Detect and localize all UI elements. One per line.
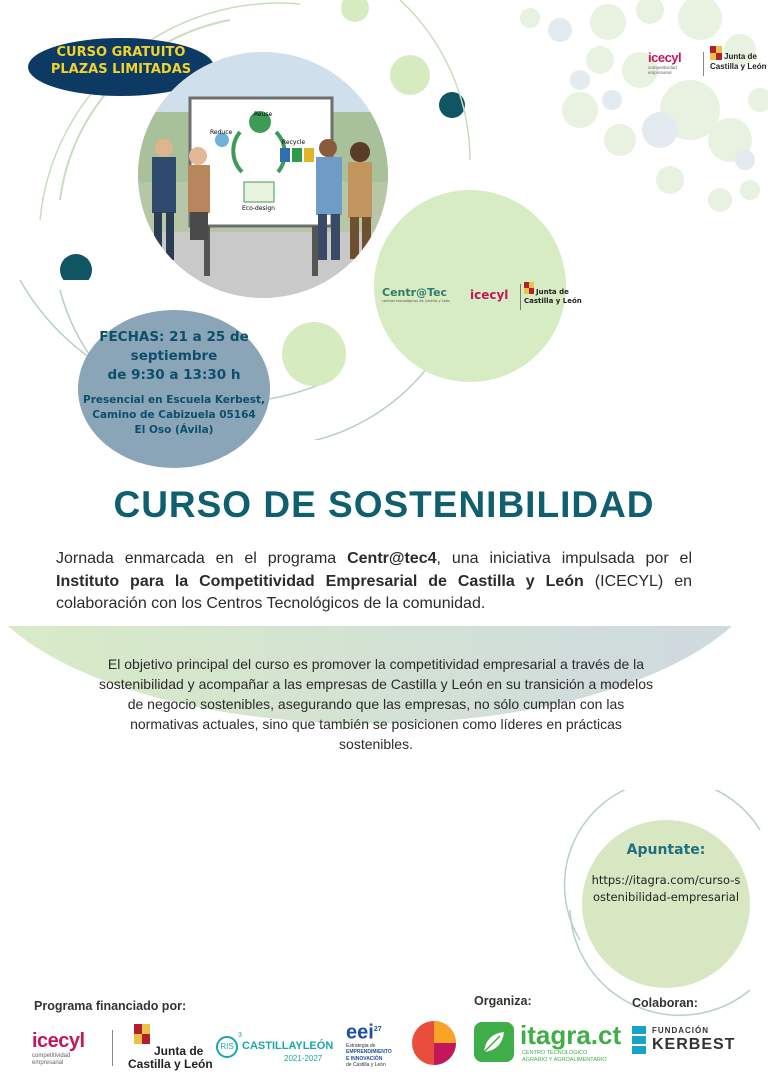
- icecyl-logo-circle: [470, 288, 514, 302]
- kerbest-wordmark: KERBEST: [652, 1036, 736, 1053]
- objective-paragraph: El objetivo principal del curso es promover la competitividad empresarial a través de la sostenibilidad y acompañar a las empresas de Castilla y León en su transición a modelos de negocio sostenibles, asegurando que las empresas, no sólo cumplan con las normativas actuales, sino que también se posicionen como líderes en prácticas sostenibles.: [98, 656, 654, 752]
- junta-line-1-footer: Junta de: [154, 1044, 204, 1058]
- kerbest-top: FUNDACIÓN: [652, 1026, 709, 1035]
- junta-line-2: Castilla y León: [710, 62, 767, 71]
- place-line-1: Presencial en Escuela Kerbest,: [83, 394, 265, 406]
- eei-sub-4: de Castilla y León: [346, 1062, 386, 1069]
- junta-line-1: Junta de: [724, 52, 757, 61]
- eei-sub-1: Estrategia de: [346, 1042, 376, 1049]
- kerbest-mark-icon: [632, 1026, 646, 1054]
- centratec-subtitle: centros tecnológicos de Castilla y León: [382, 299, 451, 303]
- ris-superscript: 3: [238, 1032, 242, 1039]
- junta-shield-icon: [524, 282, 534, 294]
- sustainability-meeting-illustration: [138, 52, 388, 298]
- divider: [520, 284, 521, 310]
- junta-line-2-footer: Castilla y León: [128, 1057, 213, 1071]
- badge-line-1: CURSO GRATUITO: [56, 45, 186, 60]
- icecyl-subtitle: competitividad empresarial: [648, 65, 677, 75]
- centratec-wordmark: Centr@Tec: [382, 286, 448, 299]
- eei-logo: [346, 1020, 410, 1069]
- illustration-circle: [138, 52, 388, 298]
- icecyl-logo-footer: [32, 1030, 102, 1067]
- intro-bold-program: Centr@tec4: [347, 550, 437, 567]
- divider: [112, 1030, 113, 1066]
- icecyl-wordmark: icecyl: [648, 50, 682, 65]
- intro-text-2: , una iniciativa impulsada por el: [436, 550, 692, 567]
- eei-wordmark: [346, 1020, 410, 1043]
- dates-line-1: FECHAS: 21 a 25 de: [99, 329, 249, 345]
- itagra-logo: [474, 1022, 624, 1066]
- icecyl-wordmark-footer: icecyl: [32, 1030, 85, 1052]
- place-line-2: Camino de Cabizuela 05164: [92, 409, 256, 421]
- place-line-3: El Oso (Ávila): [134, 424, 214, 436]
- partner-logos-circle: [374, 190, 582, 382]
- icecyl-subtitle-footer: competitividad empresarial: [32, 1053, 71, 1066]
- eei-text: eei: [346, 1021, 374, 1044]
- leaf-icon: [474, 1022, 514, 1062]
- junta-line-2: Castilla y León: [524, 297, 582, 305]
- signup-url-link[interactable]: https://itagra.com/curso-sostenibilidad-empresarial: [591, 873, 741, 904]
- ris-years: 2021-2027: [284, 1054, 323, 1063]
- eei-sub-3: E INNOVACIÓN: [346, 1055, 383, 1062]
- intro-text-1: Jornada enmarcada en el programa: [56, 550, 348, 567]
- decor-dot-green-mid: [282, 322, 346, 386]
- label-ecodesign: Eco-design: [242, 205, 275, 212]
- itagra-wordmark: itagra.ct: [520, 1020, 622, 1050]
- label-reduce: Reduce: [210, 129, 233, 136]
- kerbest-logo: [632, 1024, 756, 1058]
- icecyl-logo-header: [648, 50, 698, 75]
- decor-dot-teal: [439, 92, 465, 118]
- dates-line-2: septiembre: [130, 348, 218, 364]
- colaboran-label: Colaboran:: [632, 996, 698, 1010]
- label-reuse: Reuse: [254, 111, 273, 118]
- badge-line-2: PLAZAS LIMITADAS: [50, 62, 192, 77]
- ris-prefix: RIS: [216, 1036, 238, 1058]
- signup-heading: Apuntate:: [626, 842, 706, 858]
- page-title: CURSO DE SOSTENIBILIDAD: [113, 484, 655, 525]
- divider: [703, 52, 704, 76]
- financed-label: Programa financiado por:: [34, 999, 187, 1013]
- signup-circle[interactable]: [582, 820, 750, 988]
- intro-paragraph: [56, 548, 692, 616]
- dates-line-3: de 9:30 a 13:30 h: [107, 367, 241, 383]
- eei-superscript: 27: [373, 1026, 382, 1033]
- junta-shield-icon: [710, 46, 722, 60]
- dates-circle: [78, 310, 270, 468]
- label-recycle: Recycle: [282, 139, 306, 146]
- eei-sub-2: EMPRENDIMIENTO: [346, 1049, 392, 1056]
- intro-text-3: (ICECYL) en colaboración con los Centros Tecnológicos de la comunidad.: [56, 572, 693, 612]
- icecyl-wordmark-circle: icecyl: [470, 288, 509, 302]
- eei-circle-icon: [410, 1018, 458, 1068]
- decor-dot-green: [390, 55, 430, 95]
- itagra-sub-2: AGRARIO Y AGROALIMENTARIO: [522, 1057, 607, 1063]
- centratec-logo: [382, 286, 458, 303]
- junta-shield-icon: [134, 1024, 150, 1044]
- organiza-label: Organiza:: [474, 994, 532, 1008]
- itagra-sub-1: CENTRO TECNOLÓGICO: [522, 1050, 588, 1056]
- ris-name: CASTILLAYLEÓN: [242, 1040, 334, 1052]
- intro-bold-institute: Instituto para la Competitividad Empresarial de Castilla y León: [56, 572, 584, 590]
- junta-line-1: Junta de: [536, 288, 569, 296]
